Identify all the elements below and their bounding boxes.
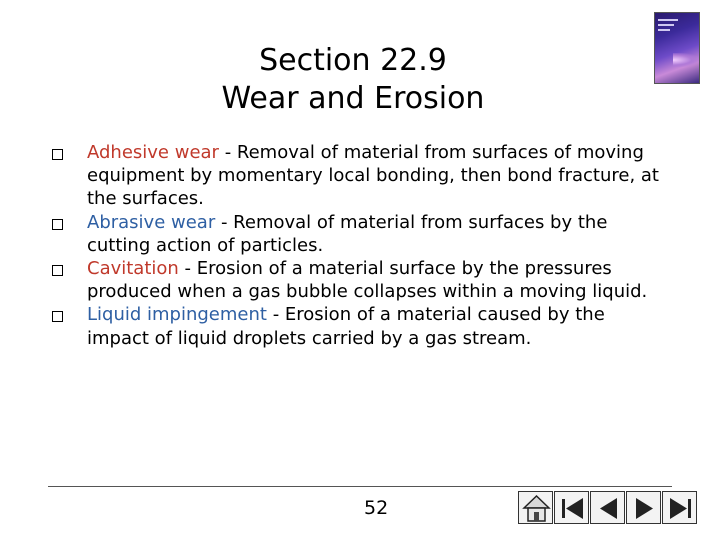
next-slide-button[interactable] [626,491,661,524]
first-slide-icon [555,492,590,525]
square-bullet-icon [52,265,63,276]
bullet-term: Liquid impingement [87,304,267,326]
home-icon [519,492,554,525]
bullet-item [52,257,672,303]
square-bullet-icon [52,219,63,230]
slide-title-line-1: Section 22.9 [259,43,447,78]
previous-slide-button[interactable] [590,491,625,524]
footer-divider [48,486,672,487]
page-number: 52 [364,497,389,519]
bullet-item [52,303,672,349]
bullet-item [52,141,672,211]
bullet-definition: - Removal of material from surfaces of moving equipment by momentary local bonding, then bond fracture, at the surfaces. [87,142,659,210]
last-slide-icon [663,492,698,525]
first-slide-button[interactable] [554,491,589,524]
square-bullet-icon [52,149,63,160]
bullet-definition: - Removal of material from surfaces by the cutting action of particles. [87,211,608,256]
bullet-term: Cavitation [87,258,179,280]
bullet-item [52,211,672,257]
bullet-definition: - Erosion of a material surface by the pressures produced when a gas bubble collapses within a moving liquid. [87,258,648,303]
bullet-list [52,141,672,350]
slide-title-line-2: Wear and Erosion [221,81,485,116]
home-button[interactable] [518,491,553,524]
slide-title [0,42,706,118]
next-slide-icon [627,492,662,525]
book-cover-image [654,12,700,84]
bullet-definition: - Erosion of a material caused by the impact of liquid droplets carried by a gas stream. [87,304,605,349]
last-slide-button[interactable] [662,491,697,524]
bullet-term: Adhesive wear [87,142,219,163]
square-bullet-icon [52,311,63,322]
bullet-term: Abrasive wear [87,211,216,233]
previous-slide-icon [591,492,626,525]
